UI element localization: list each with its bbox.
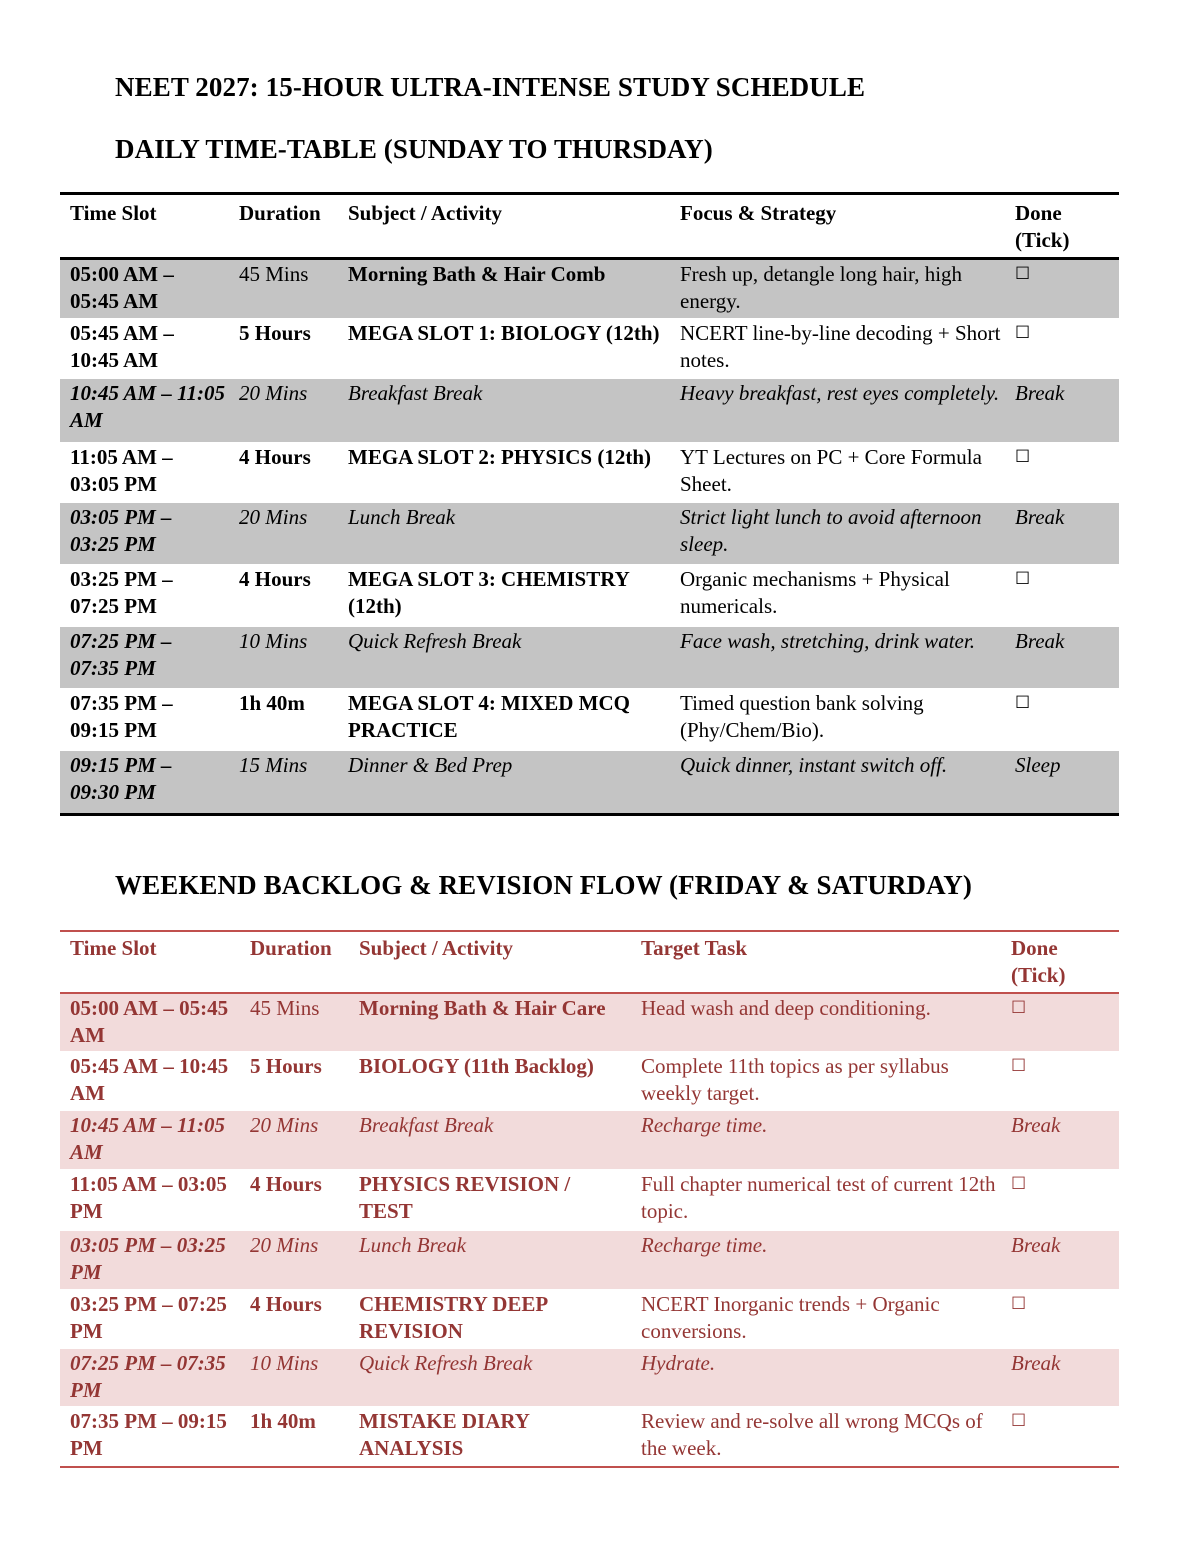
focus-cell: Heavy breakfast, rest eyes completely.: [670, 379, 1005, 443]
time-slot-cell: 03:25 PM – 07:25 PM: [60, 1290, 240, 1349]
column-header: Duration: [240, 931, 349, 993]
time-slot-cell: 11:05 AM – 03:05 PM: [60, 1170, 240, 1231]
focus-cell: Recharge time.: [631, 1231, 1001, 1290]
duration-cell: 4 Hours: [229, 443, 338, 503]
done-cell: Break: [1005, 627, 1119, 689]
activity-cell: MISTAKE DIARY ANALYSIS: [349, 1407, 631, 1467]
done-cell[interactable]: ☐: [1005, 319, 1119, 379]
table-row: [60, 627, 1119, 689]
table-header-row: [60, 194, 1119, 259]
duration-cell: 10 Mins: [240, 1349, 349, 1407]
column-header: Time Slot: [60, 931, 240, 993]
activity-cell: Morning Bath & Hair Comb: [338, 259, 670, 319]
table-row: [60, 319, 1119, 379]
table-row: [60, 993, 1119, 1052]
focus-cell: Review and re-solve all wrong MCQs of the week.: [631, 1407, 1001, 1467]
time-slot-cell: 05:45 AM – 10:45 AM: [60, 319, 229, 379]
done-cell[interactable]: ☐: [1005, 689, 1119, 751]
column-header: Target Task: [631, 931, 1001, 993]
focus-cell: NCERT Inorganic trends + Organic conversions.: [631, 1290, 1001, 1349]
duration-cell: 20 Mins: [229, 503, 338, 565]
done-cell[interactable]: ☐: [1001, 1407, 1119, 1467]
time-slot-cell: 03:05 PM – 03:25 PM: [60, 503, 229, 565]
duration-cell: 10 Mins: [229, 627, 338, 689]
time-slot-cell: 07:25 PM – 07:35 PM: [60, 1349, 240, 1407]
time-slot-cell: 10:45 AM – 11:05 AM: [60, 1111, 240, 1170]
duration-cell: 20 Mins: [240, 1231, 349, 1290]
done-cell[interactable]: ☐: [1001, 1052, 1119, 1111]
weekend-timetable: [60, 930, 1119, 1468]
done-cell: Break: [1001, 1349, 1119, 1407]
focus-cell: Head wash and deep conditioning.: [631, 993, 1001, 1052]
duration-cell: 20 Mins: [229, 379, 338, 443]
time-slot-cell: 03:25 PM – 07:25 PM: [60, 565, 229, 627]
table-row: [60, 259, 1119, 319]
duration-cell: 4 Hours: [240, 1290, 349, 1349]
done-cell: Break: [1001, 1111, 1119, 1170]
focus-cell: Full chapter numerical test of current 12th topic.: [631, 1170, 1001, 1231]
table-row: [60, 1111, 1119, 1170]
done-cell: Break: [1005, 379, 1119, 443]
focus-cell: Organic mechanisms + Physical numericals.: [670, 565, 1005, 627]
focus-cell: Timed question bank solving (Phy/Chem/Bio).: [670, 689, 1005, 751]
focus-cell: NCERT line-by-line decoding + Short notes.: [670, 319, 1005, 379]
document-title: NEET 2027: 15-HOUR ULTRA-INTENSE STUDY SCHEDULE: [115, 72, 866, 102]
duration-cell: 5 Hours: [229, 319, 338, 379]
activity-cell: MEGA SLOT 1: BIOLOGY (12th): [338, 319, 670, 379]
table-row: [60, 689, 1119, 751]
time-slot-cell: 07:35 PM – 09:15 PM: [60, 1407, 240, 1467]
done-cell[interactable]: ☐: [1005, 443, 1119, 503]
time-slot-cell: 09:15 PM – 09:30 PM: [60, 751, 229, 815]
table-row: [60, 1170, 1119, 1231]
table-row: [60, 751, 1119, 815]
time-slot-cell: 11:05 AM – 03:05 PM: [60, 443, 229, 503]
table-row: [60, 379, 1119, 443]
activity-cell: CHEMISTRY DEEP REVISION: [349, 1290, 631, 1349]
table-header-row: [60, 931, 1119, 993]
activity-cell: Lunch Break: [338, 503, 670, 565]
focus-cell: Fresh up, detangle long hair, high energy.: [670, 259, 1005, 319]
time-slot-cell: 03:05 PM – 03:25 PM: [60, 1231, 240, 1290]
weekday-section-heading: DAILY TIME-TABLE (SUNDAY TO THURSDAY): [115, 134, 713, 164]
time-slot-cell: 05:00 AM – 05:45 AM: [60, 993, 240, 1052]
duration-cell: 1h 40m: [229, 689, 338, 751]
activity-cell: Breakfast Break: [338, 379, 670, 443]
done-cell[interactable]: ☐: [1001, 993, 1119, 1052]
activity-cell: Lunch Break: [349, 1231, 631, 1290]
done-cell: Sleep: [1005, 751, 1119, 815]
column-header: Done (Tick): [1001, 931, 1119, 993]
activity-cell: BIOLOGY (11th Backlog): [349, 1052, 631, 1111]
focus-cell: YT Lectures on PC + Core Formula Sheet.: [670, 443, 1005, 503]
table-row: [60, 565, 1119, 627]
time-slot-cell: 05:45 AM – 10:45 AM: [60, 1052, 240, 1111]
column-header: Done (Tick): [1005, 194, 1119, 259]
activity-cell: MEGA SLOT 3: CHEMISTRY (12th): [338, 565, 670, 627]
focus-cell: Hydrate.: [631, 1349, 1001, 1407]
focus-cell: Recharge time.: [631, 1111, 1001, 1170]
done-cell[interactable]: ☐: [1005, 259, 1119, 319]
column-header: Time Slot: [60, 194, 229, 259]
time-slot-cell: 07:25 PM – 07:35 PM: [60, 627, 229, 689]
column-header: Focus & Strategy: [670, 194, 1005, 259]
activity-cell: Quick Refresh Break: [349, 1349, 631, 1407]
table-row: [60, 1231, 1119, 1290]
table-row: [60, 1349, 1119, 1407]
duration-cell: 5 Hours: [240, 1052, 349, 1111]
duration-cell: 45 Mins: [240, 993, 349, 1052]
duration-cell: 15 Mins: [229, 751, 338, 815]
focus-cell: Quick dinner, instant switch off.: [670, 751, 1005, 815]
activity-cell: PHYSICS REVISION / TEST: [349, 1170, 631, 1231]
time-slot-cell: 07:35 PM – 09:15 PM: [60, 689, 229, 751]
weekday-timetable: [60, 192, 1119, 816]
activity-cell: Quick Refresh Break: [338, 627, 670, 689]
table-row: [60, 1290, 1119, 1349]
focus-cell: Complete 11th topics as per syllabus weekly target.: [631, 1052, 1001, 1111]
activity-cell: Morning Bath & Hair Care: [349, 993, 631, 1052]
column-header: Duration: [229, 194, 338, 259]
duration-cell: 20 Mins: [240, 1111, 349, 1170]
focus-cell: Strict light lunch to avoid afternoon sleep.: [670, 503, 1005, 565]
duration-cell: 1h 40m: [240, 1407, 349, 1467]
table-row: [60, 1052, 1119, 1111]
focus-cell: Face wash, stretching, drink water.: [670, 627, 1005, 689]
done-cell[interactable]: ☐: [1001, 1170, 1119, 1231]
activity-cell: MEGA SLOT 2: PHYSICS (12th): [338, 443, 670, 503]
done-cell[interactable]: ☐: [1001, 1290, 1119, 1349]
column-header: Subject / Activity: [349, 931, 631, 993]
table-row: [60, 443, 1119, 503]
done-cell: Break: [1005, 503, 1119, 565]
time-slot-cell: 05:00 AM – 05:45 AM: [60, 259, 229, 319]
table-row: [60, 503, 1119, 565]
weekend-section-heading: WEEKEND BACKLOG & REVISION FLOW (FRIDAY & SATURDAY): [115, 870, 972, 900]
activity-cell: Dinner & Bed Prep: [338, 751, 670, 815]
duration-cell: 4 Hours: [229, 565, 338, 627]
duration-cell: 45 Mins: [229, 259, 338, 319]
column-header: Subject / Activity: [338, 194, 670, 259]
done-cell[interactable]: ☐: [1005, 565, 1119, 627]
duration-cell: 4 Hours: [240, 1170, 349, 1231]
table-row: [60, 1407, 1119, 1467]
done-cell: Break: [1001, 1231, 1119, 1290]
activity-cell: Breakfast Break: [349, 1111, 631, 1170]
time-slot-cell: 10:45 AM – 11:05 AM: [60, 379, 229, 443]
activity-cell: MEGA SLOT 4: MIXED MCQ PRACTICE: [338, 689, 670, 751]
